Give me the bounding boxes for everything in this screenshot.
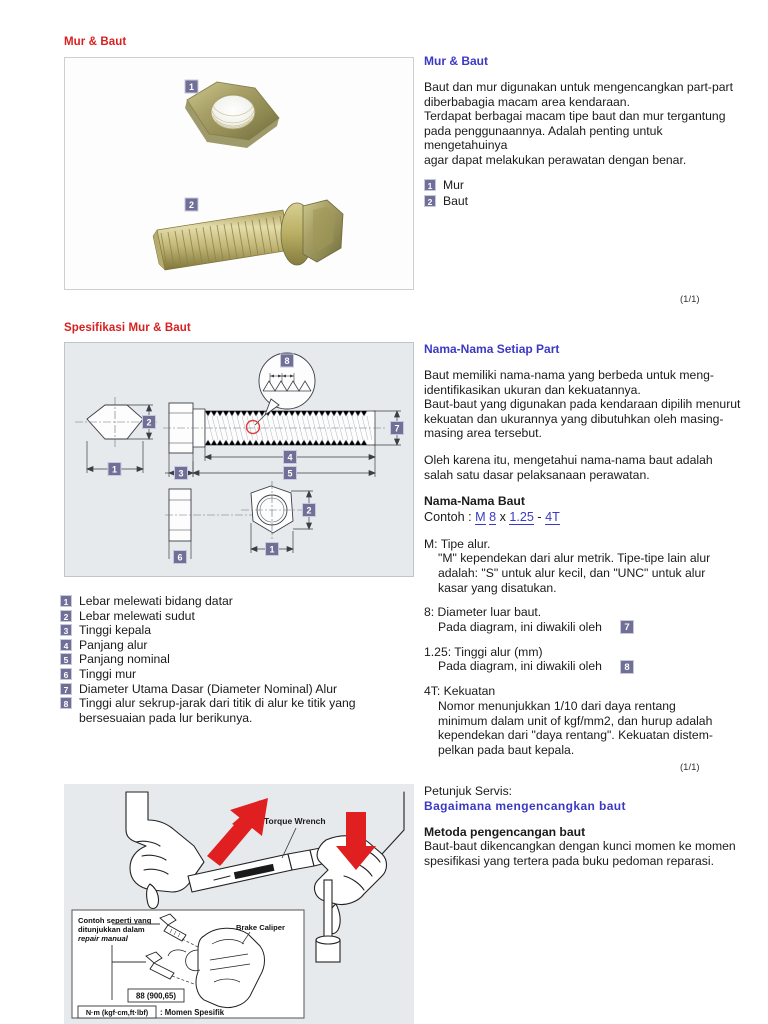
explanation-0-title: M: Tipe alur. — [424, 536, 491, 551]
explanation-diameter — [424, 605, 746, 635]
section-1-right-heading: Mur & Baut — [424, 54, 488, 68]
diagram-badge-3 — [175, 467, 188, 480]
svg-text:3: 3 — [178, 468, 184, 479]
nut-and-bolt-photo — [65, 58, 413, 289]
legend-badge-1: 1 — [60, 595, 72, 607]
explanation-1-reference — [424, 620, 746, 635]
legend-label-6: Tinggi mur — [79, 666, 137, 681]
svg-text:Brake Caliper: Brake Caliper — [236, 923, 285, 932]
repair-manual-inset — [72, 910, 304, 1018]
explanation-3-line-1: Nomor menunjukkan 1/10 dari daya rentang — [438, 698, 676, 713]
legend-label-5: Panjang nominal — [79, 652, 170, 667]
section-1-right-column — [424, 54, 746, 209]
diagram-badge-4 — [284, 451, 297, 464]
service-tip-label: Petunjuk Servis: — [424, 784, 513, 798]
diagram-badge-7 — [391, 422, 404, 435]
legend-item-5 — [60, 652, 420, 667]
example-dash: - — [533, 509, 546, 524]
torque-unit-legend — [78, 1006, 225, 1018]
legend-label-3: Tinggi kepala — [79, 623, 152, 638]
s1-line-3: Terdapat berbagai macam tipe baut dan mur tergantung — [424, 109, 726, 124]
example-grade: 4T — [545, 509, 560, 524]
legend-label-7: Diameter Utama Dasar (Diameter Nominal) Alur — [79, 681, 338, 696]
torque-wrench-illustration — [64, 784, 414, 1024]
svg-text:repair manual: repair manual — [78, 934, 128, 943]
section-3-right-column — [424, 784, 746, 868]
s2-p1-line-4: kekuatan dan ukurannya yang dibutuhkan oleh masing- — [424, 411, 724, 426]
callout-item-1 — [424, 178, 746, 193]
section-2-paragraph-2 — [424, 453, 746, 482]
bolt-dimension-diagram — [65, 343, 413, 576]
legend-badge-8: 8 — [60, 697, 72, 709]
section-1-heading: Mur & Baut — [64, 36, 127, 48]
legend-item-8 — [60, 696, 420, 711]
svg-text:: Momen Spesifik: : Momen Spesifik — [160, 1008, 225, 1017]
legend-label-8-continued: bersesuaian pada lur berikunya. — [79, 710, 253, 725]
legend-item-1 — [60, 594, 420, 609]
svg-text:1: 1 — [269, 544, 275, 555]
torque-value-box — [128, 989, 184, 1002]
legend-label-8: Tinggi alur sekrup-jarak dari titik di alur ke titik yang — [79, 696, 356, 711]
explanation-2-ref-text: Pada diagram, ini diwakili oleh — [438, 659, 602, 674]
s2-p2-line-1: Oleh karena itu, mengetahui nama-nama baut adalah — [424, 452, 713, 467]
explanation-pitch — [424, 645, 746, 675]
explanation-1-ref-text: Pada diagram, ini diwakili oleh — [438, 619, 602, 634]
s2-p1-line-2: identifikasikan ukuran dan kekuatannya. — [424, 382, 641, 397]
svg-text:5: 5 — [287, 468, 293, 479]
s1-line-4: pada penggunaannya. Adalah penting untuk mengetahuinya — [424, 123, 663, 153]
svg-text:ditunjukkan dalam: ditunjukkan dalam — [78, 925, 145, 934]
explanation-strength — [424, 684, 746, 757]
diagram-badge-5 — [284, 467, 297, 480]
bolt-specification-diagram-panel — [64, 342, 414, 577]
svg-text:Contoh seperti yang: Contoh seperti yang — [78, 916, 152, 925]
nut-and-bolt-photo-panel — [64, 57, 414, 290]
svg-text:88 (900,65): 88 (900,65) — [136, 991, 176, 1001]
explanation-3-title: 4T: Kekuatan — [424, 684, 496, 699]
diagram-badge-1b — [266, 543, 279, 556]
callout-badge-1: 1 — [424, 179, 436, 191]
svg-text:2: 2 — [146, 417, 152, 428]
torque-wrench-illustration-panel — [64, 784, 414, 1024]
section-2-paragraph-1 — [424, 368, 746, 441]
svg-text:4: 4 — [287, 452, 293, 463]
example-pitch: 1.25 — [509, 509, 534, 524]
photo-badge-nut — [185, 80, 198, 93]
bolt-names-heading: Nama-Nama Baut — [424, 494, 525, 509]
method-heading: Metoda pengencangan baut — [424, 824, 586, 839]
s3-line-2: spesifikasi yang tertera pada buku pedoman reparasi. — [424, 853, 714, 868]
legend-label-4: Panjang alur — [79, 637, 148, 652]
legend-badge-4: 4 — [60, 639, 72, 651]
svg-text:7: 7 — [394, 423, 400, 434]
legend-label-1: Lebar melewati bidang datar — [79, 594, 233, 608]
diagram-badge-2b — [303, 504, 316, 517]
section-1-page-indicator: (1/1) — [680, 294, 700, 305]
svg-text:1: 1 — [188, 82, 195, 92]
section-2-heading: Spesifikasi Mur & Baut — [64, 322, 191, 334]
svg-text:2: 2 — [188, 200, 195, 210]
explanation-1-title: 8: Diameter luar baut. — [424, 605, 542, 620]
explanation-0-line-3: kasar yang disatukan. — [438, 580, 557, 595]
callout-label-1: Mur — [443, 177, 464, 192]
legend-label-2: Lebar melewati sudut — [79, 608, 195, 623]
s2-p2-line-2: salah satu dasar pelaksanaan perawatan. — [424, 467, 650, 482]
callout-badge-2: 2 — [424, 195, 436, 207]
legend-item-3 — [60, 623, 420, 638]
legend-badge-5: 5 — [60, 653, 72, 665]
explanation-3-line-2: minimum dalam unit of kgf/mm2, dan hurup adalah — [438, 713, 713, 728]
explanation-0-line-1: "M" kependekan dari alur metrik. Tipe-tipe lain alur — [438, 551, 711, 566]
explanation-3-line-4: pelkan pada baut kepala. — [438, 742, 575, 757]
example-prefix: Contoh : — [424, 509, 476, 524]
legend-badge-7: 7 — [60, 683, 72, 695]
callout-item-2 — [424, 194, 746, 209]
legend-badge-6: 6 — [60, 668, 72, 680]
legend-item-4 — [60, 638, 420, 653]
explanation-2-reference — [424, 659, 746, 674]
legend-item-6 — [60, 667, 420, 682]
bolt-name-example — [424, 509, 746, 525]
example-thread-type: M — [475, 509, 486, 524]
svg-text:1: 1 — [111, 464, 118, 475]
torque-wrench-label: Torque Wrench — [264, 816, 326, 826]
legend-item-7 — [60, 682, 420, 697]
photo-badge-bolt — [185, 198, 198, 211]
s1-line-5: agar dapat melakukan perawatan dengan benar. — [424, 152, 687, 167]
legend-badge-2: 2 — [60, 610, 72, 622]
diagram-badge-2a — [143, 416, 156, 429]
diagram-badge-6 — [174, 551, 187, 564]
explanation-2-title: 1.25: Tinggi alur (mm) — [424, 644, 543, 659]
service-tip-title: Bagaimana mengencangkan baut — [424, 798, 626, 813]
section-2-page-indicator: (1/1) — [680, 762, 700, 773]
s1-line-1: Baut dan mur digunakan untuk mengencangkan part-part — [424, 80, 733, 94]
legend-badge-3: 3 — [60, 624, 72, 636]
section-1-paragraph — [424, 80, 746, 168]
callout-label-2: Baut — [443, 194, 469, 209]
svg-text:2: 2 — [306, 505, 312, 516]
legend-item-2 — [60, 609, 420, 624]
section-2-right-heading: Nama-Nama Setiap Part — [424, 342, 560, 356]
diagram-badge-1a — [108, 463, 121, 476]
example-diameter: 8 — [489, 509, 497, 524]
s3-line-1: Baut-baut dikencangkan dengan kunci momen ke momen — [424, 839, 736, 854]
s1-line-2: diberbabagia macam area kendaraan. — [424, 94, 630, 109]
svg-text:6: 6 — [177, 552, 183, 563]
explanation-0-line-2: adalah: "S" untuk alur kecil, dan "UNC" untuk alur — [438, 565, 706, 580]
method-text — [424, 839, 746, 868]
s2-p1-line-5: masing area tersebut. — [424, 426, 542, 441]
explanation-2-ref-badge: 8 — [620, 660, 634, 674]
section-2-right-column — [424, 342, 746, 757]
s2-p1-line-1: Baut memiliki nama-nama yang berbeda untuk meng- — [424, 368, 714, 382]
svg-text:8: 8 — [284, 356, 290, 366]
explanation-thread-type — [424, 537, 746, 595]
s2-p1-line-3: Baut-baut yang digunakan pada kendaraan dipilih menurut — [424, 397, 741, 412]
explanation-1-ref-badge: 7 — [620, 620, 634, 634]
example-times: x — [496, 509, 510, 524]
dimension-legend-list — [60, 594, 420, 725]
explanation-3-line-3: kependekan dari "daya rentang". Kekuatan distem- — [438, 728, 713, 743]
svg-text:N·m (kgf·cm,ft·lbf): N·m (kgf·cm,ft·lbf) — [85, 1008, 149, 1017]
